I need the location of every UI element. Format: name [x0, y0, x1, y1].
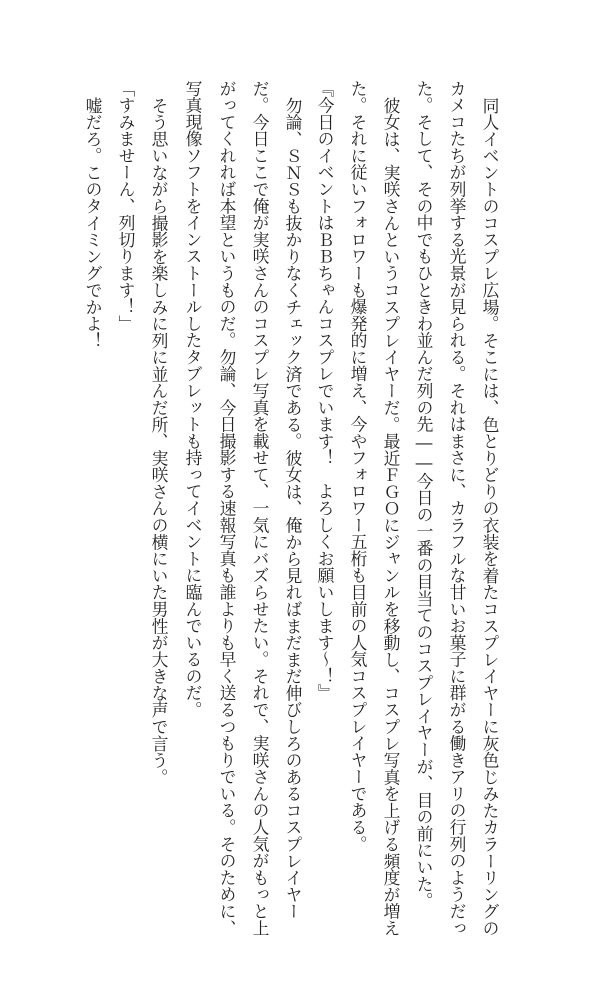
- text-column-1: 同人イベントのコスプレ広場。そこには、色とりどりの衣装を着たコスプレイヤーに灰色じみたカラーリングの: [480, 97, 500, 937]
- text-column-12: 「すみませーん、列切ります！」: [116, 80, 136, 332]
- text-column-6: 『今日のイベントはＢＢちゃんコスプレでいます！ よろしくお願いします～！』: [315, 80, 335, 702]
- text-column-10: 写真現像ソフトをインストールしたタブレットも持ってイベントに臨んでいるのだ。: [183, 80, 203, 719]
- text-column-9: がってくれれば本望というものだ。勿論、今日撮影する速報写真も誰よりも早く送るつもりでいる。そのために、: [217, 80, 237, 937]
- text-column-2: カメコたちが列挙する光景が見られる。それはまさに、カラフルな甘いお菓子に群がる働きアリの行列のようだっ: [447, 80, 467, 937]
- text-column-5: た。それに従いフォロワーも爆発的に増え、今やフォロワー五桁も目前の人気コスプレイヤーである。: [348, 80, 368, 853]
- text-column-8: だ。今日ここで俺が実咲さんのコスプレ写真を載せて、一気にバズらせたい。それで、実咲さんの人気がもっと上: [250, 80, 270, 937]
- text-column-4: 彼女は、実咲さんというコスプレイヤーだ。最近ＦＧＯにジャンルを移動し、コスプレ写真を上げる頻度が増え: [381, 97, 401, 937]
- text-column-3: た。そして、その中でもひときわ並んだ列の先――今日の一番の目当てのコスプレイヤーが、目の前にいた。: [414, 80, 434, 910]
- text-column-7: 勿論、ＳＮＳも抜かりなくチェック済である。彼女は、俺から見ればまだまだ伸びしろのあるコスプレイヤー: [283, 97, 303, 920]
- text-column-11: そう思いながら撮影を楽しみに列に並んだ所、実咲さんの横にいた男性が大きな声で言う。: [149, 97, 169, 786]
- text-column-13: 嘘だろ。このタイミングでかよ！: [83, 97, 103, 349]
